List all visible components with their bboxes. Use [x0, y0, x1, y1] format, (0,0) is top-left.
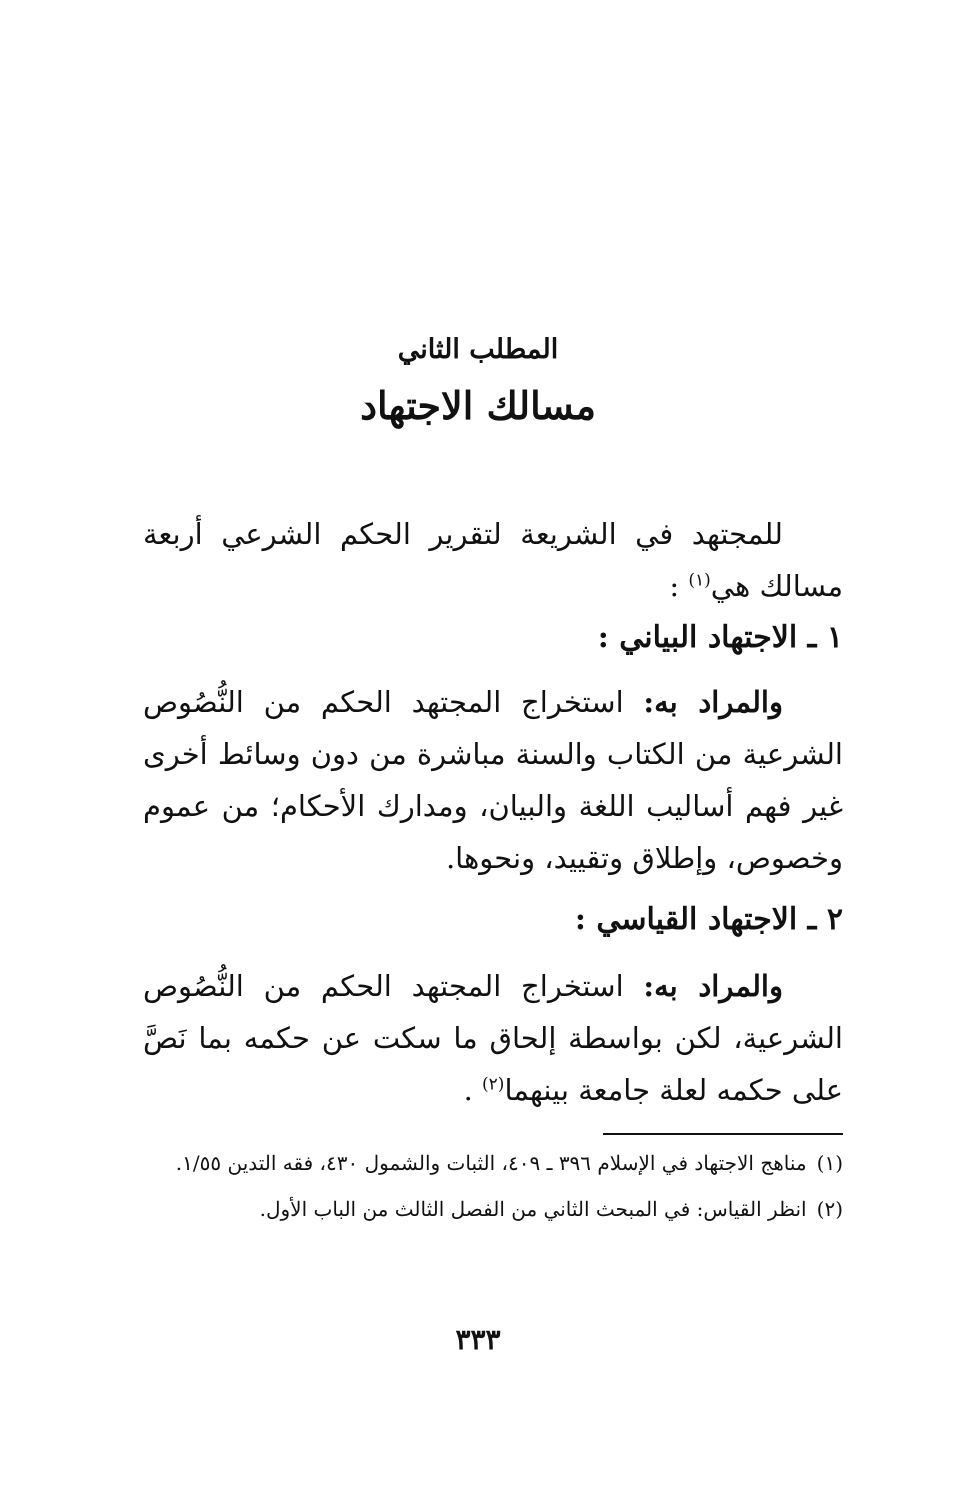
- heading-bayani: ١ ـ الاجتهاد البياني :: [597, 620, 843, 655]
- definition-lead: والمراد به:: [643, 969, 783, 1003]
- footnote-ref-1[interactable]: (١): [688, 570, 711, 591]
- intro-paragraph: [143, 508, 843, 612]
- definition-text: استخراج المجتهد الحكم من النُّصُوص الشرعية، لكن بواسطة إلحاق ما سكت عن حكمه بما نَصَّ على حكمه لعلة جامعة بينهما: [143, 969, 843, 1107]
- section-label: المطلب الثاني: [397, 334, 559, 365]
- definition-bayani: [143, 676, 843, 884]
- footnote-number: (٢): [816, 1197, 843, 1221]
- footnote-text: انظر القياس: في المبحث الثاني من الفصل الثالث من الباب الأول.: [259, 1197, 807, 1221]
- section-title: مسالك الاجتهاد: [360, 383, 596, 428]
- definition-text: استخراج المجتهد الحكم من النُّصُوص الشرعية من الكتاب والسنة مباشرة من دون وسائط أخرى غير فهم أساليب اللغة والبيان، ومدارك الأحكام؛ من عموم وخصوص، وإطلاق وتقييد، ونحوها.: [143, 685, 843, 875]
- intro-tail: :: [669, 569, 689, 603]
- footnotes: [123, 1145, 843, 1237]
- definition-lead: والمراد به:: [643, 685, 783, 719]
- page-number: ٣٣٣: [455, 1323, 501, 1356]
- footnote-2: [123, 1191, 843, 1227]
- intro-text: للمجتهد في الشريعة لتقرير الحكم الشرعي أربعة مسالك هي: [143, 517, 843, 603]
- footnote-number: (١): [816, 1151, 843, 1175]
- definition-qiyasi: [143, 960, 843, 1116]
- definition-tail: .: [463, 1073, 483, 1107]
- heading-qiyasi: ٢ ـ الاجتهاد القياسي :: [574, 902, 843, 937]
- footnote-1: [123, 1145, 843, 1181]
- footnote-divider: [603, 1133, 843, 1135]
- footnote-text: مناهج الاجتهاد في الإسلام ٣٩٦ ـ ٤٠٩، الثبات والشمول ٤٣٠، فقه التدين ١/٥٥.: [175, 1151, 807, 1175]
- footnote-ref-2[interactable]: (٢): [482, 1074, 505, 1095]
